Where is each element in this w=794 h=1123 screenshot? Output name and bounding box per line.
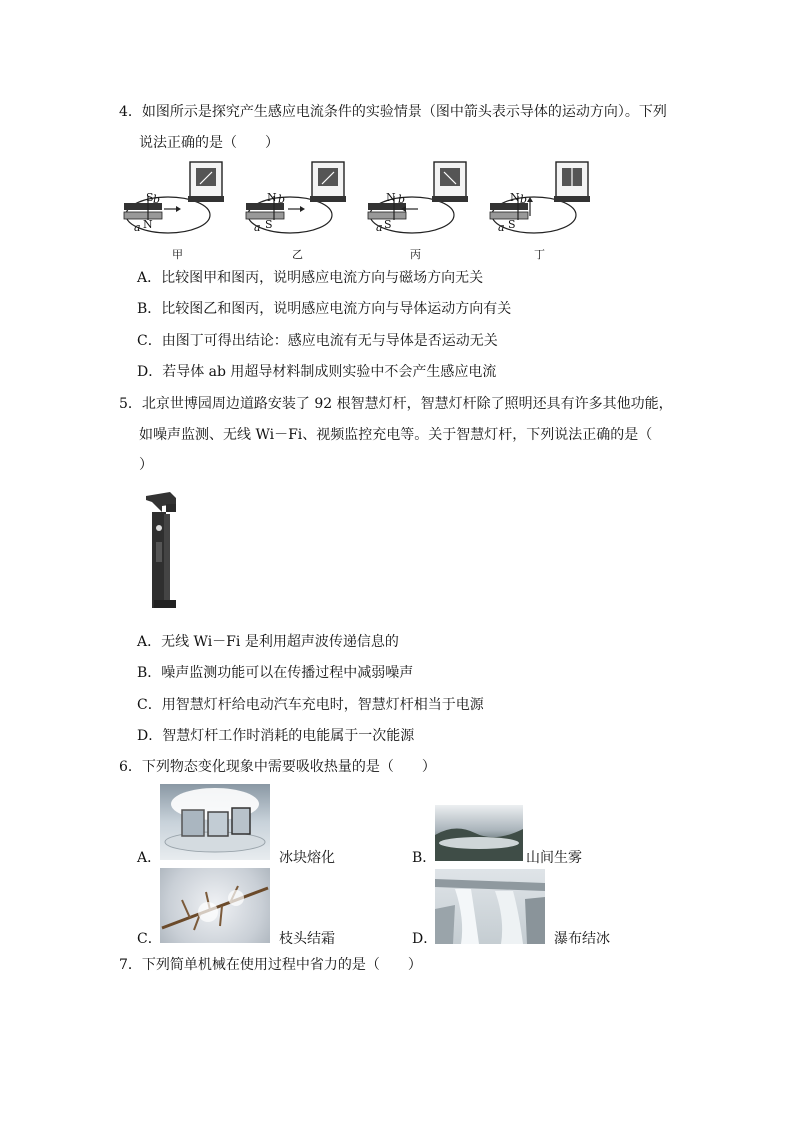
fig0-top-pole: S [146,191,154,204]
fig2-bottom-pole: S [384,218,392,231]
q5-stem-line2: 如噪声监测、无线 Wi－Fi、视频监控充电等。关于智慧灯杆，下列说法正确的是（ [139,427,653,443]
fig1-top-pole: N [267,191,277,204]
q6-option-b-letter: B． [412,850,437,866]
fig2-top-pole: N [386,191,396,204]
q6-option-a-label: 冰块熔化 [279,850,335,866]
fig2-letter-b: b [398,193,406,206]
fig3-bottom-pole: S [508,218,516,231]
fig1-letter-b: b [278,193,286,206]
q5-option-b: B．噪声监测功能可以在传播过程中减弱噪声 [137,665,414,681]
q6-option-d-label: 瀑布结冰 [554,931,610,947]
fig0-letter-b: b [153,193,161,206]
fig0-letter-a: a [134,221,141,234]
q4-option-c: C．由图丁可得出结论：感应电流有无与导体是否运动无关 [137,333,498,349]
fig0-bottom-pole: N [143,218,153,231]
q4-option-b: B．比较图乙和图丙，说明感应电流方向与导体运动方向有关 [137,301,512,317]
fig3-caption: 丁 [534,248,545,261]
q6-stem: 6．下列物态变化现象中需要吸收热量的是（ ） [119,759,436,775]
q4-option-d: D．若导体 ab 用超导材料制成则实验中不会产生感应电流 [137,364,497,380]
smart-lamp-pole-image [140,490,185,615]
q6-option-d-letter: D． [412,931,438,947]
mountain-fog-image [435,805,523,861]
q6-option-c-label: 枝头结霜 [279,931,335,947]
q4-stem-line2: 说法正确的是（ ） [139,135,279,151]
q7-stem: 7．下列简单机械在使用过程中省力的是（ ） [119,957,422,973]
q5-option-d: D．智慧灯杆工作时消耗的电能属于一次能源 [137,728,415,744]
q5-stem-line1: 5．北京世博园周边道路安装了 92 根智慧灯杆，智慧灯杆除了照明还具有许多其他功能， [119,396,673,412]
q5-option-a: A．无线 Wi－Fi 是利用超声波传递信息的 [137,634,399,650]
induction-experiment-diagram [120,160,600,262]
q6-option-a-letter: A． [137,850,162,866]
fig2-caption: 丙 [410,248,421,261]
q5-stem-line3: ） [139,457,153,473]
fig1-caption: 乙 [292,248,303,261]
fig3-letter-a: a [498,221,505,234]
fig1-bottom-pole: S [265,218,273,231]
q6-option-c-letter: C． [137,931,162,947]
branch-frost-image [160,868,270,943]
q4-stem-line1: 4．如图所示是探究产生感应电流条件的实验情景（图中箭头表示导体的运动方向）。下列 [119,104,667,120]
fig0-caption: 甲 [172,248,183,261]
fig3-top-pole: N [510,191,520,204]
fig3-letter-b: b [520,193,528,206]
frozen-waterfall-image [435,869,545,944]
q4-option-a: A．比较图甲和图丙，说明感应电流方向与磁场方向无关 [137,270,484,286]
q4-figures [120,160,600,262]
q5-option-c: C．用智慧灯杆给电动汽车充电时，智慧灯杆相当于电源 [137,697,484,713]
ice-melting-image [160,784,270,860]
fig2-letter-a: a [376,221,383,234]
q6-option-b-label: 山间生雾 [526,850,582,866]
fig1-letter-a: a [254,221,261,234]
